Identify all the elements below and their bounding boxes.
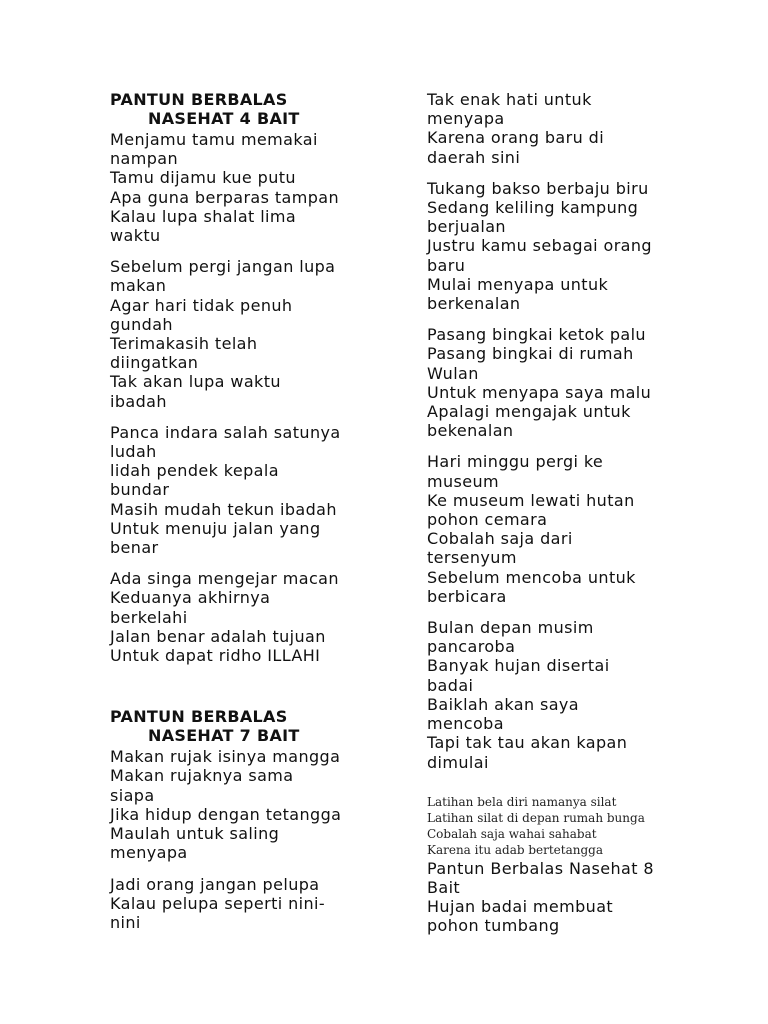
pantun-line: Hari minggu pergi ke [427,452,604,472]
pantun-line: pohon tumbang [427,916,560,936]
pantun-line: Pasang bingkai ketok palu [427,325,646,345]
pantun-line: Masih mudah tekun ibadah [110,499,337,519]
serif-stanza [427,794,717,859]
pantun-line: daerah sini [427,147,521,167]
right-column [427,90,717,935]
pantun-line: Makan rujak isinya mangga [110,747,341,767]
pantun-line: Wulan [427,363,479,383]
pantun-line: Keduanya akhirnya [110,588,271,608]
pantun-line: Mulai menyapa untuk [427,274,609,294]
pantun-line: Tukang bakso berbaju biru [427,178,649,198]
pantun-line: Tak enak hati untuk [427,90,592,109]
pantun-line: Baiklah akan saya [427,694,580,714]
pantun-line: Makan rujaknya sama [110,766,294,786]
pantun-line: mencoba [427,714,504,734]
pantun-line: baru [427,255,466,275]
pantun-line: Latihan bela diri namanya silat [427,794,617,809]
pantun-line: Latihan silat di depan rumah bunga [427,810,645,825]
pantun-line: menyapa [427,109,505,129]
pantun-line: Sedang keliling kampung [427,198,639,218]
pantun-line: badai [427,675,474,695]
pantun-line: diingatkan [110,353,199,373]
pantun-line: Kalau pelupa seperti nini- [110,893,326,913]
pantun-line: menyapa [110,843,188,863]
pantun-line: Untuk menuju jalan yang [110,518,321,538]
pantun-line: Tak akan lupa waktu [110,372,281,392]
pantun-line: bundar [110,480,170,500]
heading-nasehat-8-bait [427,859,717,897]
pantun-line: Sebelum mencoba untuk [427,567,636,587]
pantun-line: waktu [110,226,161,246]
stanza [427,179,717,313]
stanza [110,130,400,245]
stanza [110,747,400,862]
pantun-line: Maulah untuk saling [110,824,280,844]
pantun-line: Apalagi mengajak untuk [427,402,631,422]
heading-nasehat-7-bait [110,707,400,745]
pantun-line: ludah [110,442,157,462]
pantun-line: pancaroba [427,637,516,657]
pantun-line: pohon cemara [427,510,548,530]
pantun-line: Agar hari tidak penuh [110,295,293,315]
stanza [110,875,400,933]
stanza [427,90,717,167]
heading-line: PANTUN BERBALAS [110,90,288,109]
pantun-line: Bulan depan musim [427,618,594,638]
pantun-line: ibadah [110,391,167,411]
pantun-line: Jalan benar adalah tujuan [110,626,326,646]
pantun-line: berkenalan [427,294,521,314]
left-column [110,90,400,944]
heading-line: Bait [427,877,461,897]
pantun-line: Justru kamu sebagai orang [427,236,652,256]
pantun-line: Karena itu adab bertetangga [427,843,604,858]
pantun-line: Banyak hujan disertai [427,656,610,676]
pantun-line: museum [427,471,500,491]
pantun-line: Menjamu tamu memakai [110,130,318,149]
stanza [427,452,717,606]
pantun-line: Pasang bingkai di rumah [427,344,634,364]
pantun-line: makan [110,276,167,296]
pantun-line: berkelahi [110,607,188,627]
heading-line: NASEHAT 7 BAIT [148,726,300,746]
pantun-line: Untuk menyapa saya malu [427,382,652,402]
pantun-line: Tamu dijamu kue putu [110,168,296,188]
pantun-line: Ada singa mengejar macan [110,569,339,589]
pantun-line: tersenyum [427,548,517,568]
pantun-line: Panca indara salah satunya [110,422,341,442]
pantun-line: dimulai [427,752,489,772]
pantun-line: Ke museum lewati hutan [427,490,635,510]
pantun-line: Jika hidup dengan tetangga [110,804,342,824]
pantun-line: nini [110,912,141,932]
heading-line: NASEHAT 4 BAIT [148,109,300,128]
pantun-line: siapa [110,785,155,805]
stanza [110,569,400,665]
stanza [427,618,717,772]
pantun-line: berjualan [427,217,506,237]
pantun-line: Cobalah saja dari [427,529,573,549]
pantun-line: Untuk dapat ridho ILLAHI [110,646,321,666]
pantun-line: Hujan badai membuat [427,896,614,916]
stanza [427,325,717,440]
heading-line: PANTUN BERBALAS [110,707,288,727]
pantun-line: Cobalah saja wahai sahabat [427,827,597,842]
pantun-line: Jadi orang jangan pelupa [110,874,320,894]
pantun-line: gundah [110,314,173,334]
pantun-line: bekenalan [427,421,514,441]
pantun-line: Sebelum pergi jangan lupa [110,257,336,277]
pantun-line: berbicara [427,586,507,606]
stanza [427,897,717,935]
pantun-line: nampan [110,149,179,169]
pantun-line: Apa guna berparas tampan [110,187,340,207]
heading-line: Pantun Berbalas Nasehat 8 [427,858,654,878]
heading-nasehat-4-bait [110,90,400,128]
pantun-line: lidah pendek kepala [110,461,279,481]
pantun-line: Karena orang baru di [427,128,605,148]
pantun-line: Terimakasih telah [110,334,258,354]
stanza [110,423,400,557]
pantun-line: Kalau lupa shalat lima [110,206,297,226]
pantun-line: Tapi tak tau akan kapan [427,733,628,753]
pantun-line: benar [110,538,159,558]
stanza [110,257,400,411]
